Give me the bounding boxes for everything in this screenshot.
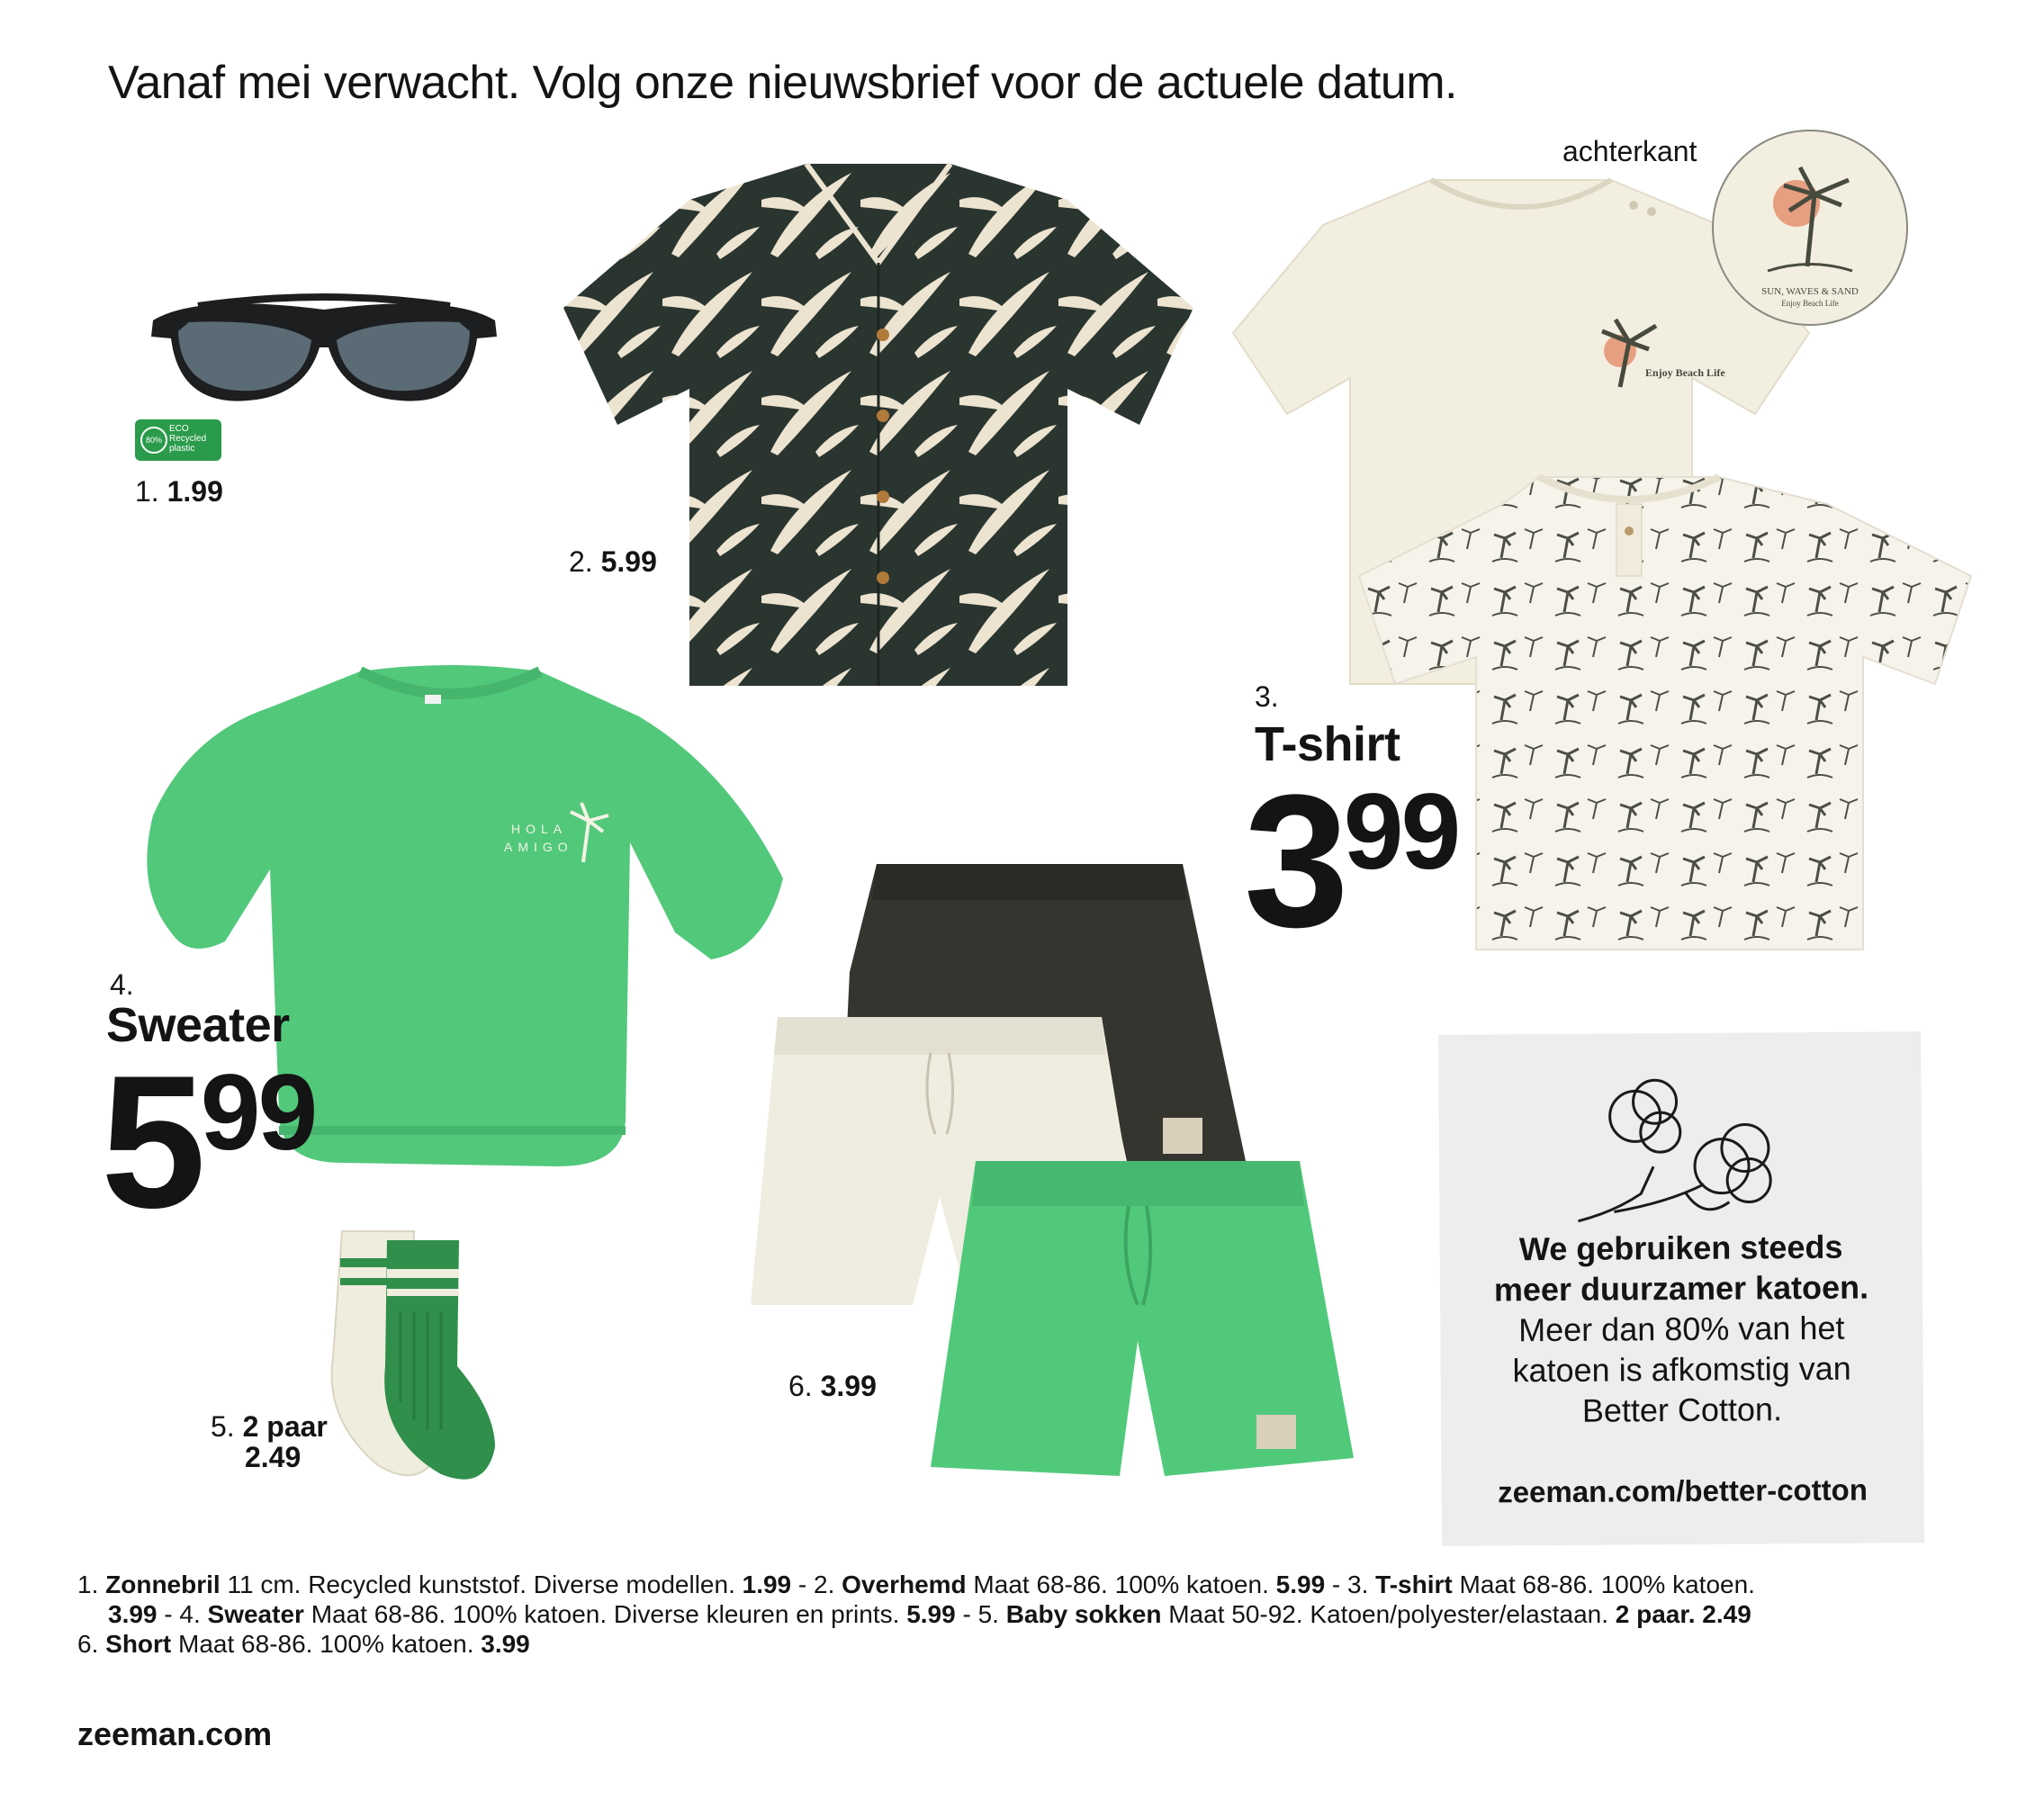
headline: Vanaf mei verwacht. Volg onze nieuwsbrief voor de actuele datum.: [108, 57, 1458, 109]
sunglasses-image: [144, 284, 504, 419]
sweater-number: 4.: [110, 968, 134, 1001]
tshirt-number: 3.: [1255, 680, 1279, 713]
price-sunglasses: 1. 1.99: [135, 475, 223, 508]
svg-text:HOLA: HOLA: [511, 822, 568, 836]
better-cotton-link[interactable]: zeeman.com/better-cotton: [1498, 1472, 1868, 1509]
tshirt-price: 399: [1244, 755, 1459, 967]
palm-patch-circle: SUN, WAVES & SAND Enjoy Beach Life: [1712, 130, 1908, 326]
product-descriptions: 1. Zonnebril 11 cm. Recycled kunststof. Diverse modellen. 1.99 - 2. Overhemd Maat 68-86. 100% katoen. 5.99 - 3. T-shirt Maat 68-86. 100% katoen. 3.99 - 4. Sweater Maat 68-86. 100% katoen. Diverse kleuren en prints. 5.99 - 5. Baby sokken Maat 50-92. Katoen/polyester/elastaan. 2 paar. 2.49 6. Short Maat 68-86. 100% katoen. 3.99: [77, 1570, 1755, 1658]
shorts-image: [742, 864, 1372, 1512]
price-shorts: 6. 3.99: [788, 1370, 877, 1402]
socks-image: [315, 1222, 558, 1492]
svg-text:AMIGO: AMIGO: [504, 840, 573, 854]
price-shirt: 2. 5.99: [569, 545, 657, 578]
achterkant-label: achterkant: [1562, 135, 1697, 167]
recycle-icon: 80%: [140, 427, 167, 454]
svg-text:Enjoy Beach Life: Enjoy Beach Life: [1645, 366, 1725, 379]
cotton-plant-icon: [1577, 1066, 1790, 1236]
site-url[interactable]: zeeman.com: [77, 1715, 273, 1752]
sweater-name: Sweater: [106, 998, 290, 1052]
better-cotton-panel: [1438, 1031, 1924, 1546]
shirt-image: [563, 164, 1193, 686]
price-socks: 5. 2 paar 2.49: [211, 1410, 328, 1473]
cotton-text: We gebruiken steeds meer duurzamer katoen. Meer dan 80% van het katoen is afkomstig van Better Cotton.: [1493, 1228, 1869, 1429]
eco-badge: 80% ECO Recycled plastic: [135, 419, 221, 461]
tshirt-name: T-shirt: [1255, 717, 1400, 771]
sweater-price: 599: [101, 1036, 316, 1247]
